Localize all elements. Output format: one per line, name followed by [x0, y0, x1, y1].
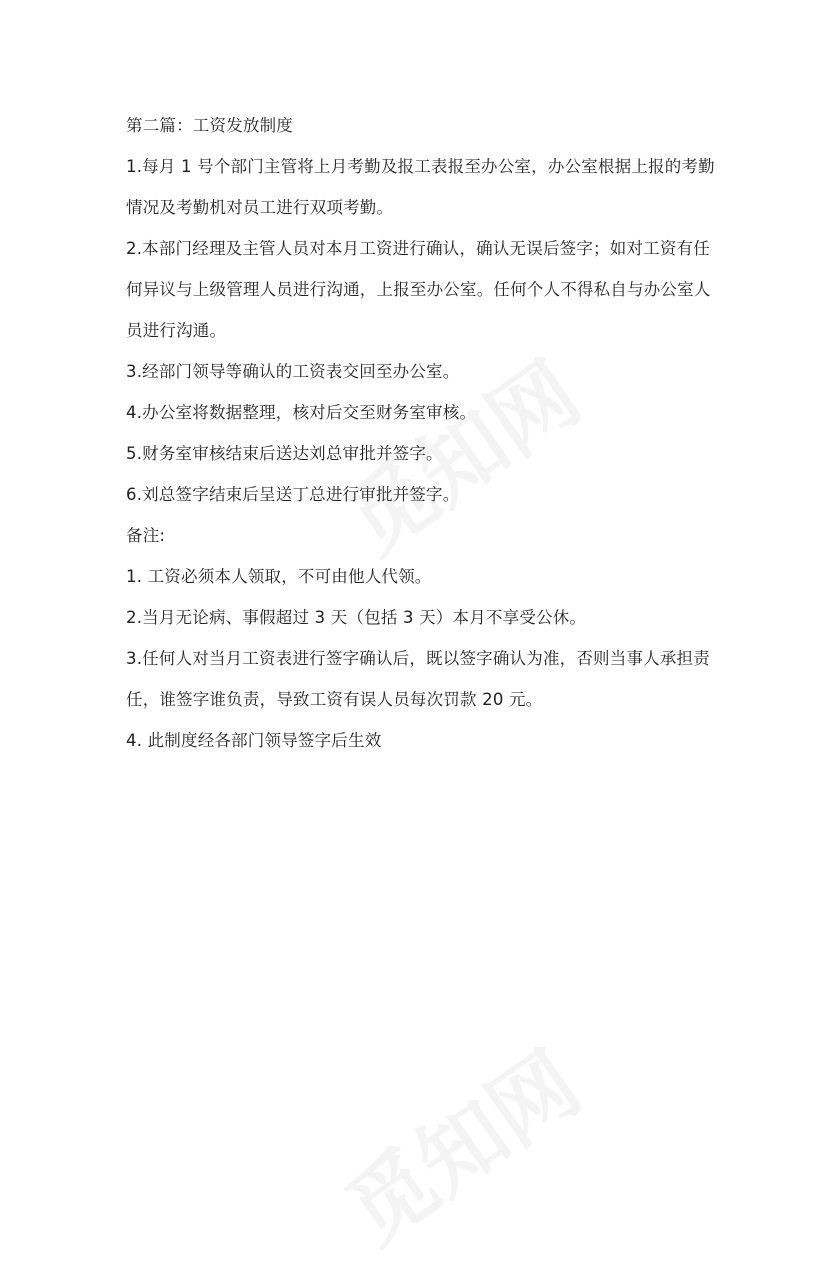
text-line: 4. 此制度经各部门领导签字后生效 — [126, 731, 382, 750]
text-line: 6.刘总签字结束后呈送丁总进行审批并签字。 — [126, 485, 460, 504]
text-line: 员进行沟通。 — [126, 321, 227, 340]
text-line: 2.本部门经理及主管人员对本月工资进行确认，确认无误后签字；如对工资有任 — [126, 239, 710, 258]
text-line: 4.办公室将数据整理，核对后交至财务室审核。 — [126, 403, 477, 422]
text-line: 任，谁签字谁负责，导致工资有误人员每次罚款 20 元。 — [126, 690, 543, 709]
document-body — [126, 105, 726, 761]
text-line: 3.经部门领导等确认的工资表交回至办公室。 — [126, 362, 460, 381]
text-line: 3.任何人对当月工资表进行签字确认后，既以签字确认为准，否则当事人承担责 — [126, 649, 710, 668]
text-line: 情况及考勤机对员工进行双项考勤。 — [126, 198, 394, 217]
text-line: 1.每月 1 号个部门主管将上月考勤及报工表报至办公室，办公室根据上报的考勤 — [126, 157, 715, 176]
watermark — [318, 1017, 600, 1267]
text-line: 2.当月无论病、事假超过 3 天（包括 3 天）本月不享受公休。 — [126, 608, 587, 627]
text-line: 何异议与上级管理人员进行沟通，上报至办公室。任何个人不得私自与办公室人 — [126, 280, 711, 299]
text-line: 5.财务室审核结束后送达刘总审批并签字。 — [126, 444, 443, 463]
document-title: 第二篇：工资发放制度 — [126, 116, 293, 135]
notes-heading: 备注: — [126, 526, 166, 545]
text-line: 1. 工资必须本人领取，不可由他人代领。 — [126, 567, 432, 586]
